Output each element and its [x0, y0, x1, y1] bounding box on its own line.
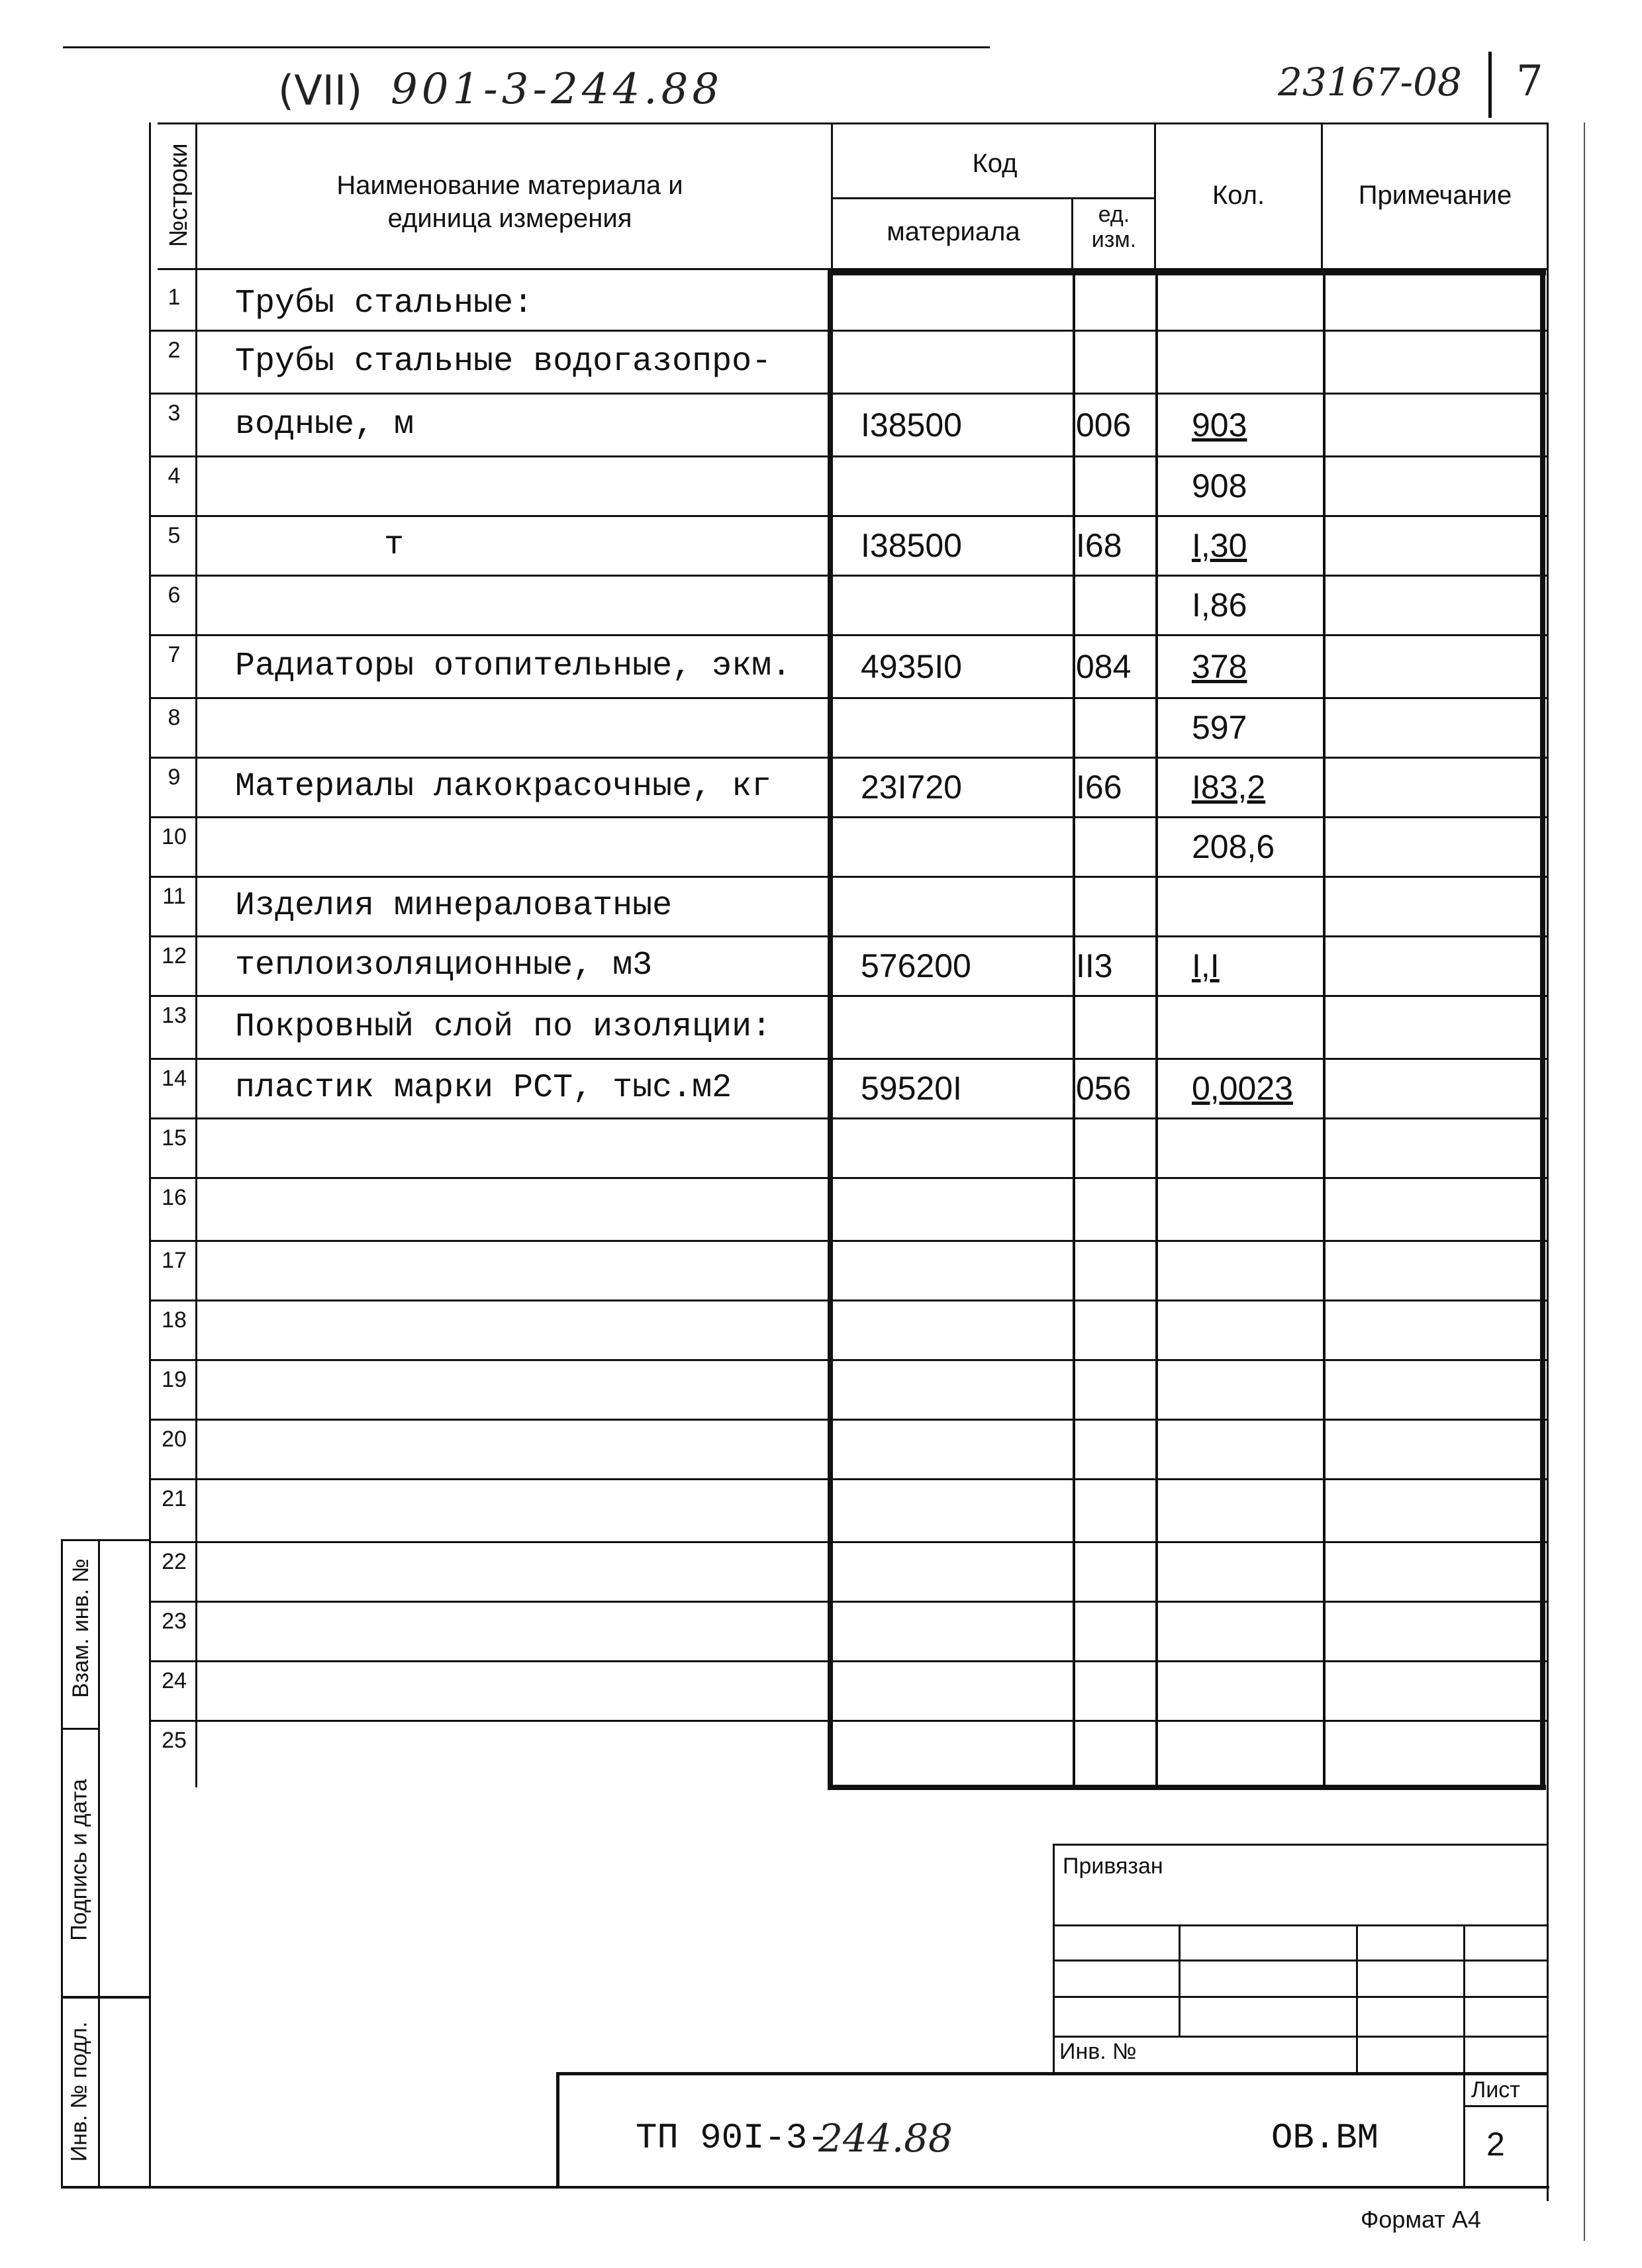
row-number: 14: [162, 1066, 187, 1091]
unit-code: II3: [1076, 947, 1113, 984]
row-number: 8: [168, 705, 181, 730]
body-col-note: [1323, 270, 1326, 1790]
header-code: Код: [972, 149, 1018, 178]
row-number: 2: [168, 338, 181, 363]
header-row-no: №строки: [165, 143, 193, 248]
stamp-sep1: [61, 1728, 99, 1730]
tb-left-outer: [149, 1787, 151, 2188]
inv-no-label: Инв. №: [1059, 2039, 1137, 2064]
stamp-outer-left: [61, 1539, 63, 2188]
row-separator: [151, 515, 1547, 517]
header-unit-code: ед. изм.: [1091, 202, 1137, 252]
table-right-border: [1547, 122, 1549, 2201]
body-frame-left: [828, 270, 833, 1790]
material-name: Покровный слой по изоляции:: [235, 1008, 772, 1046]
row-separator: [151, 697, 1547, 699]
row-number: 15: [162, 1125, 187, 1151]
row-number: 11: [162, 884, 186, 909]
row-separator: [151, 634, 1547, 636]
row-number: 19: [162, 1367, 187, 1392]
tb-grid-h1: [1053, 1924, 1548, 1926]
quantity: I83,2: [1192, 769, 1266, 806]
header-note: Примечание: [1358, 181, 1512, 210]
row-number: 13: [162, 1003, 187, 1028]
table-top-border: [158, 122, 1548, 124]
material-name: теплоизоляционные, м3: [235, 947, 653, 984]
row-number: 4: [168, 463, 181, 489]
privyazan-label: Привязан: [1063, 1854, 1163, 1879]
tb-sheet-label-line: [1463, 2105, 1548, 2107]
material-code: I38500: [861, 406, 962, 444]
quantity: 908: [1192, 467, 1247, 504]
row-separator: [151, 876, 1547, 878]
body-frame-right: [1540, 270, 1545, 1790]
row-number: 22: [162, 1549, 187, 1574]
tb-main-top: [556, 2072, 1548, 2075]
row-number: 20: [162, 1427, 187, 1452]
doc-designation-prefix: ТП 90I-3-: [636, 2118, 829, 2159]
stamp-top: [61, 1539, 150, 1541]
row-separator: [151, 995, 1547, 997]
unit-code: I66: [1076, 769, 1122, 806]
material-code: 4935I0: [861, 647, 962, 685]
page-right-edge: [1584, 122, 1585, 2241]
row-number: 10: [162, 824, 187, 849]
tb-grid-v3: [1463, 1924, 1465, 2188]
header-name: Наименование материала и единица измерения: [336, 171, 683, 233]
tb-grid-v2: [1356, 1924, 1358, 2075]
col-code-split: [831, 197, 1155, 199]
quantity: I,86: [1192, 587, 1247, 624]
stamp-podpis-data: Подпись и дата: [66, 1779, 92, 1941]
material-name: Материалы лакокрасочные, кг: [235, 768, 772, 806]
row-separator: [151, 1299, 1547, 1301]
stamp-inner-left: [98, 1539, 100, 2188]
material-code: 576200: [861, 947, 971, 984]
row-number: 25: [162, 1728, 187, 1753]
body-frame-bottom: [828, 1785, 1546, 1790]
body-col-qty: [1155, 270, 1158, 1790]
tb-grid-v1: [1179, 1924, 1181, 2037]
row-separator: [151, 1660, 1547, 1662]
row-separator: [151, 393, 1547, 395]
row-separator: [151, 1058, 1547, 1060]
unit-code: 056: [1076, 1070, 1132, 1107]
row-number: 7: [168, 642, 181, 667]
material-code: 23I720: [861, 769, 962, 806]
row-number: 16: [162, 1185, 187, 1210]
row-separator: [151, 816, 1547, 818]
quantity: 597: [1192, 709, 1247, 746]
format-label: Формат А4: [1361, 2206, 1481, 2233]
row-number: 3: [168, 401, 181, 426]
row-separator: [151, 1541, 1547, 1543]
row-number: 21: [162, 1486, 187, 1511]
row-number: 6: [168, 583, 181, 608]
doc-mark: ОВ.ВМ: [1271, 2118, 1379, 2159]
quantity: 903: [1192, 406, 1247, 444]
header-qty: Кол.: [1212, 181, 1265, 210]
row-separator: [151, 935, 1547, 937]
quantity: I,I: [1192, 947, 1220, 984]
tb-privyazan-top: [1053, 1844, 1548, 1846]
row-separator: [151, 1117, 1547, 1119]
row-number: 18: [162, 1307, 187, 1333]
body-col-unit: [1073, 270, 1075, 1790]
material-name: пластик марки РСТ, тыс.м2: [235, 1069, 732, 1107]
stamp-sep2: [61, 1996, 150, 1999]
row-separator: [151, 1177, 1547, 1179]
stamp-inv-podl: Инв. № подл.: [66, 2021, 92, 2162]
row-number: 9: [168, 765, 181, 790]
quantity: 378: [1192, 647, 1247, 685]
material-name: Трубы стальные водогазопро-: [235, 342, 772, 381]
row-separator: [151, 1359, 1547, 1361]
material-name: т: [384, 526, 405, 564]
body-frame-top: [828, 270, 1546, 275]
row-separator: [151, 1478, 1547, 1480]
material-code: I38500: [861, 527, 962, 564]
col-note-start: [1321, 122, 1323, 271]
quantity: 0,0023: [1192, 1070, 1293, 1107]
row-number: 17: [162, 1248, 187, 1273]
row-separator: [151, 1240, 1547, 1242]
stamp-vzam-inv: Взам. инв. №: [68, 1558, 93, 1698]
material-name: Трубы стальные:: [235, 285, 534, 322]
row-number: 5: [168, 523, 181, 548]
project-code: 901-3-244.88: [391, 65, 724, 114]
material-code: 59520I: [861, 1070, 962, 1107]
material-name: Радиаторы отопительные, экм.: [235, 647, 792, 685]
row-separator: [151, 1601, 1547, 1603]
unit-code: 006: [1076, 406, 1132, 444]
unit-code: I68: [1076, 527, 1122, 564]
row-separator: [151, 330, 1547, 332]
material-name: Изделия минераловатные: [235, 887, 673, 925]
row-number: 23: [162, 1609, 187, 1634]
tb-main-left: [556, 2072, 559, 2188]
row-number: 24: [162, 1668, 187, 1693]
sheet-label: Лист: [1471, 2077, 1520, 2103]
row-separator: [151, 757, 1547, 759]
roman-index: (VII): [278, 66, 363, 115]
unit-code: 084: [1076, 647, 1132, 685]
page-number: 7: [1516, 57, 1543, 106]
material-name: водные, м: [235, 405, 414, 444]
row-separator: [151, 1720, 1547, 1722]
row-separator: [151, 1419, 1547, 1421]
row-number: 12: [162, 943, 187, 969]
tb-grid-h4: [1053, 2036, 1548, 2038]
tb-grid-h3: [1053, 1996, 1548, 1998]
archive-number: 23167-08: [1278, 60, 1462, 105]
row-separator: [151, 455, 1547, 457]
stamp-bottom: [61, 2186, 1549, 2189]
quantity: I,30: [1192, 527, 1247, 564]
quantity: 208,6: [1192, 828, 1275, 865]
col-qty-start: [1154, 122, 1156, 271]
row-number: 1: [168, 285, 181, 310]
tb-grid-h2: [1053, 1960, 1548, 1961]
sheet-number: 2: [1486, 2126, 1505, 2163]
header-code-material: материала: [887, 217, 1020, 246]
row-separator: [151, 575, 1547, 577]
doc-designation-hand: 244.88: [818, 2116, 953, 2161]
